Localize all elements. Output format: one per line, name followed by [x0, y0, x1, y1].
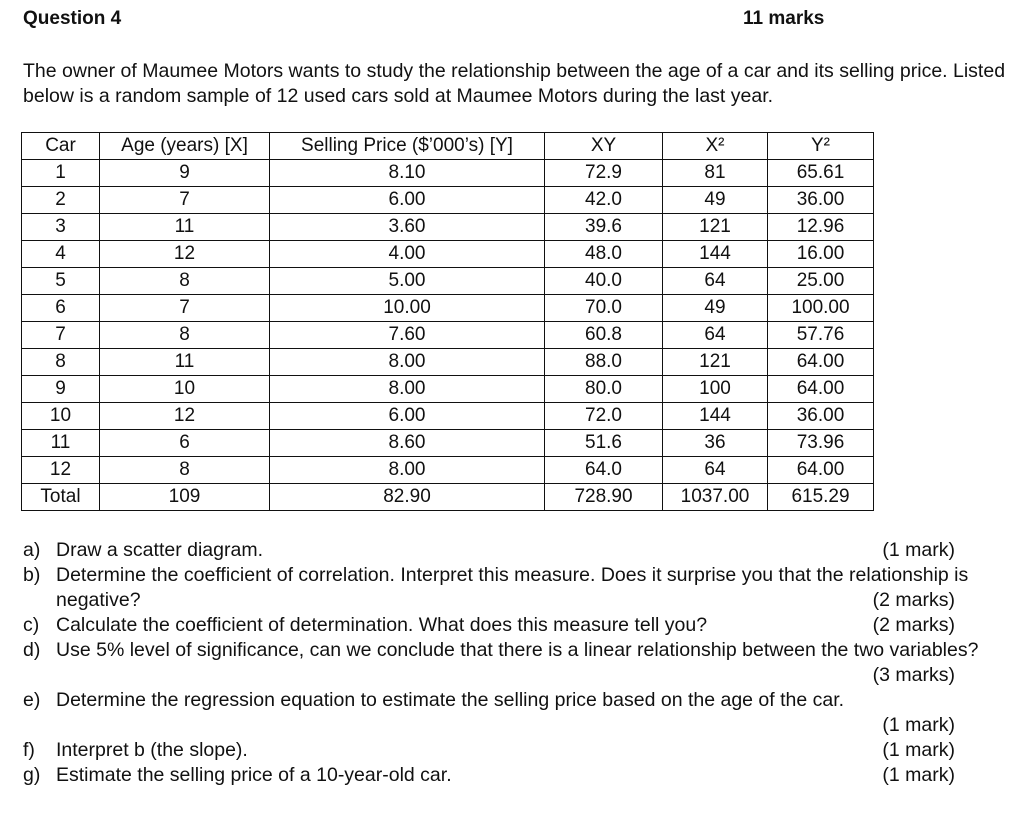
cell-xy: 39.6 — [545, 214, 663, 241]
cell-car: 9 — [22, 376, 100, 403]
cell-x2: 144 — [663, 241, 768, 268]
table-row — [22, 295, 874, 322]
cell-xy: 88.0 — [545, 349, 663, 376]
total-cell-xy: 728.90 — [545, 484, 663, 511]
cell-age: 9 — [100, 160, 270, 187]
question-marks: (3 marks) — [872, 664, 955, 686]
question-item-g — [23, 763, 993, 788]
cell-xy: 60.8 — [545, 322, 663, 349]
question-text: Calculate the coefficient of determination. What does this measure tell you? — [56, 614, 708, 636]
cell-x2: 144 — [663, 403, 768, 430]
table-row — [22, 268, 874, 295]
cell-y2: 64.00 — [768, 457, 874, 484]
cell-y2: 25.00 — [768, 268, 874, 295]
question-text: Draw a scatter diagram. — [56, 539, 263, 561]
question-item-d — [23, 638, 993, 688]
cell-x2: 64 — [663, 322, 768, 349]
cell-age: 7 — [100, 187, 270, 214]
question-title: Question 4 — [23, 8, 122, 29]
cell-x2: 64 — [663, 457, 768, 484]
question-text: Determine the regression equation to estimate the selling price based on the age of the car. — [56, 689, 845, 711]
col-header-y2: Y² — [768, 133, 874, 160]
question-label: b) — [23, 564, 41, 586]
cell-y2: 57.76 — [768, 322, 874, 349]
col-header-xy: XY — [545, 133, 663, 160]
cell-age: 8 — [100, 268, 270, 295]
cell-price: 6.00 — [270, 403, 545, 430]
cell-y2: 36.00 — [768, 403, 874, 430]
cell-age: 12 — [100, 241, 270, 268]
cell-xy: 80.0 — [545, 376, 663, 403]
cell-car: 7 — [22, 322, 100, 349]
cell-car: 10 — [22, 403, 100, 430]
cell-price: 8.10 — [270, 160, 545, 187]
cell-xy: 51.6 — [545, 430, 663, 457]
table-row — [22, 430, 874, 457]
cell-y2: 16.00 — [768, 241, 874, 268]
col-header-age: Age (years) [X] — [100, 133, 270, 160]
table-header-row — [22, 133, 874, 160]
cell-y2: 12.96 — [768, 214, 874, 241]
table-row — [22, 322, 874, 349]
cell-price: 8.00 — [270, 376, 545, 403]
question-marks: (1 mark) — [882, 739, 955, 761]
cell-age: 7 — [100, 295, 270, 322]
cell-age: 12 — [100, 403, 270, 430]
cell-car: 1 — [22, 160, 100, 187]
cell-car: 12 — [22, 457, 100, 484]
cell-price: 8.00 — [270, 349, 545, 376]
cell-car: 3 — [22, 214, 100, 241]
question-marks: 11 marks — [743, 8, 825, 29]
cell-y2: 73.96 — [768, 430, 874, 457]
table-row — [22, 241, 874, 268]
question-label: a) — [23, 539, 41, 561]
cell-car: 6 — [22, 295, 100, 322]
col-header-x2: X² — [663, 133, 768, 160]
cell-age: 6 — [100, 430, 270, 457]
total-cell-y2: 615.29 — [768, 484, 874, 511]
table-row — [22, 457, 874, 484]
table-row — [22, 214, 874, 241]
cell-car: 4 — [22, 241, 100, 268]
cell-age: 11 — [100, 349, 270, 376]
table-row — [22, 160, 874, 187]
cell-price: 5.00 — [270, 268, 545, 295]
cell-xy: 72.9 — [545, 160, 663, 187]
cell-y2: 64.00 — [768, 376, 874, 403]
cell-price: 6.00 — [270, 187, 545, 214]
cell-price: 8.60 — [270, 430, 545, 457]
cell-y2: 64.00 — [768, 349, 874, 376]
data-table — [21, 132, 874, 511]
col-header-price: Selling Price ($’000’s) [Y] — [270, 133, 545, 160]
cell-x2: 121 — [663, 349, 768, 376]
cell-car: 5 — [22, 268, 100, 295]
cell-x2: 49 — [663, 187, 768, 214]
cell-price: 10.00 — [270, 295, 545, 322]
cell-car: 8 — [22, 349, 100, 376]
question-item-a — [23, 538, 993, 563]
cell-price: 3.60 — [270, 214, 545, 241]
cell-x2: 100 — [663, 376, 768, 403]
cell-x2: 36 — [663, 430, 768, 457]
cell-price: 4.00 — [270, 241, 545, 268]
cell-x2: 49 — [663, 295, 768, 322]
question-item-f — [23, 738, 993, 763]
cell-xy: 42.0 — [545, 187, 663, 214]
cell-xy: 72.0 — [545, 403, 663, 430]
cell-y2: 65.61 — [768, 160, 874, 187]
cell-car: 2 — [22, 187, 100, 214]
cell-x2: 121 — [663, 214, 768, 241]
table-total-row — [22, 484, 874, 511]
cell-x2: 81 — [663, 160, 768, 187]
table-row — [22, 187, 874, 214]
question-text: Determine the coefficient of correlation. Interpret this measure. Does it surprise you that the relationship is negative? — [56, 564, 969, 611]
cell-age: 8 — [100, 457, 270, 484]
cell-y2: 36.00 — [768, 187, 874, 214]
cell-age: 8 — [100, 322, 270, 349]
question-label: f) — [23, 739, 35, 761]
cell-age: 11 — [100, 214, 270, 241]
total-cell-price: 82.90 — [270, 484, 545, 511]
question-list — [23, 538, 993, 788]
cell-price: 7.60 — [270, 322, 545, 349]
question-marks: (1 mark) — [882, 764, 955, 786]
question-label: e) — [23, 689, 41, 711]
cell-age: 10 — [100, 376, 270, 403]
cell-y2: 100.00 — [768, 295, 874, 322]
total-cell-age: 109 — [100, 484, 270, 511]
question-item-c — [23, 613, 993, 638]
cell-car: 11 — [22, 430, 100, 457]
cell-x2: 64 — [663, 268, 768, 295]
table-row — [22, 349, 874, 376]
question-marks: (2 marks) — [872, 614, 955, 636]
total-cell-x2: 1037.00 — [663, 484, 768, 511]
question-item-b — [23, 563, 993, 613]
question-label: g) — [23, 764, 41, 786]
question-text: Use 5% level of significance, can we conclude that there is a linear relationship between the two variables? — [56, 639, 979, 661]
table-row — [22, 376, 874, 403]
question-label: d) — [23, 639, 41, 661]
total-label: Total — [22, 484, 100, 511]
question-marks: (2 marks) — [872, 589, 955, 611]
question-text: Estimate the selling price of a 10-year-old car. — [56, 764, 452, 786]
table-row — [22, 403, 874, 430]
intro-paragraph: The owner of Maumee Motors wants to study the relationship between the age of a car and its selling price. Listed below is a random sample of 12 used cars sold at Maumee Motors during the last year. — [23, 60, 1006, 107]
cell-xy: 48.0 — [545, 241, 663, 268]
question-marks: (1 mark) — [882, 714, 955, 736]
cell-xy: 40.0 — [545, 268, 663, 295]
cell-xy: 64.0 — [545, 457, 663, 484]
cell-xy: 70.0 — [545, 295, 663, 322]
question-item-e — [23, 688, 993, 738]
question-label: c) — [23, 614, 40, 636]
col-header-car: Car — [22, 133, 100, 160]
question-text: Interpret b (the slope). — [56, 739, 248, 761]
question-marks: (1 mark) — [882, 539, 955, 561]
cell-price: 8.00 — [270, 457, 545, 484]
